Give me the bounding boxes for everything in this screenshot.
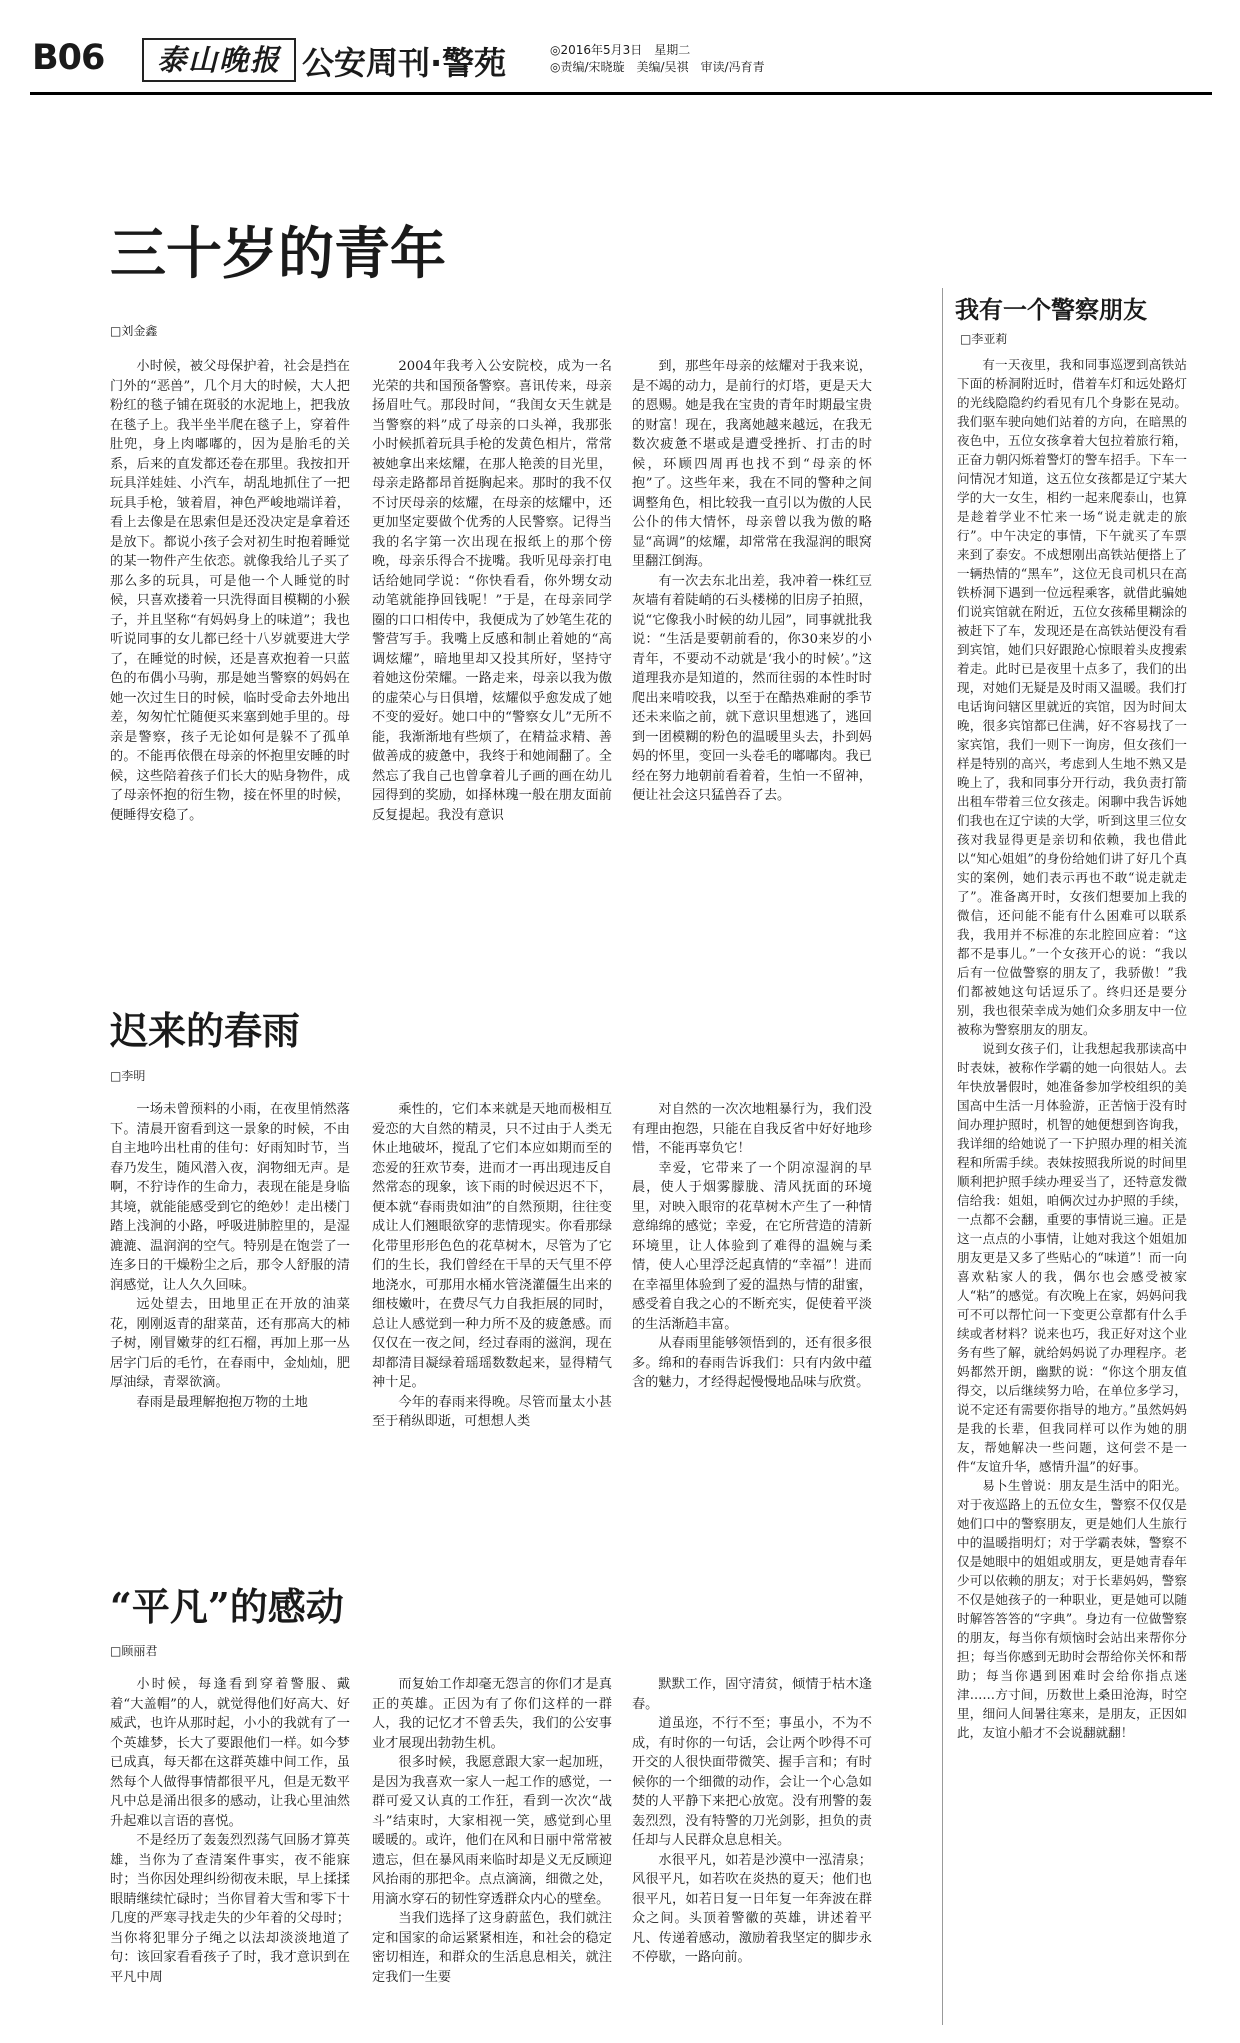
article4-col1 <box>957 355 1187 2025</box>
article3-title: “平凡”的感动 <box>110 1584 344 1629</box>
staff-line: ◎责编/宋晓璇 美编/吴祺 审读/冯育青 <box>550 60 765 74</box>
paragraph: 很多时候，我愿意跟大家一起加班，是因为我喜欢一家人一起工作的感觉，一群可爱又认真的工作狂，看到一次次“战斗”结束时，大家相视一笑，感觉到心里暖暖的。或许，他们在风和日丽中常常被遗忘，但在暴风雨来临时却是义无反顾迎风抬雨的那把伞。点点滴滴，细微之处，用滴水穿石的韧性穿透群众内心的壁垒。 <box>372 1755 612 1907</box>
paragraph: 到，那些年母亲的炫耀对于我来说，是不竭的动力，是前行的灯塔，更是天大的恩赐。她是我在宝贵的青年时期最宝贵的财富！现在，我离她越来越远，在我无数次疲惫不堪或是遭受挫折、打击的时候，环顾四周再也找不到“母亲的怀抱”了。这些年来，我在不同的警种之间调整角色，相比较我一直引以为傲的人民公仆的伟大情怀，母亲曾以我为傲的略显“高调”的炫耀，却常常在我湿润的眼窝里翻江倒海。 <box>632 359 872 569</box>
article2-col2 <box>372 1100 612 1500</box>
paragraph: 当我们选择了这身蔚蓝色，我们就注定和国家的命运紧紧相连，和社会的稳定密切相连，和群众的生活息息相关，就注定我们一生要 <box>372 1911 612 1985</box>
paragraph: 而复始工作却毫无怨言的你们才是真正的英雄。正因为有了你们这样的一群人，我的记忆才不曾丢失，我们的公安事业才展现出勃勃生机。 <box>372 1677 612 1751</box>
paragraph: 对自然的一次次地粗暴行为，我们没有理由抱怨，只能在自我反省中好好地珍惜，不能再辜负它！ <box>632 1102 872 1156</box>
paragraph: 有一次去东北出差，我冲着一株红豆灰墙有着陡峭的石头楼梯的旧房子拍照，说“它像我小时候的幼儿园”，同事就批我说：“生活是要朝前看的，你30来岁的小青年，不要动不动就是‘我小的时候’。”这道理我亦是知道的，然而往弱的本性时时爬出来啃咬我，以至于在酷热难耐的季节还未来临之前，就下意识里想逃了，逃回到一团模糊的粉色的温暖里头去，扑到妈妈的怀里，变回一头卷毛的嘟嘟肉。我已经在努力地朝前看着着，生怕一不留神，便让社会这只猛兽吞了去。 <box>632 573 872 803</box>
section-title: 公安周刊·警苑 <box>302 44 507 82</box>
paragraph: 从春雨里能够领悟到的，还有很多很多。绵和的春雨告诉我们：只有内敛中蕴含的魅力，才经得起慢慢地品味与欣赏。 <box>632 1336 872 1390</box>
paragraph: 小时候，被父母保护着，社会是挡在门外的“恶兽”，几个月大的时候，大人把粉红的毯子铺在斑驳的水泥地上，把我放在毯子上。我半坐半爬在毯子上，穿着件肚兜，身上肉嘟嘟的，因为是胎毛的关系，后来的直发都还卷在那里。我按扣开玩具洋娃娃、小汽车，胡乱地抓住了一把玩具手枪，皱着眉，神色严峻地端详着，看上去像是在思索但是还没决定是拿着还是放下。都说小孩子会对初生时抱着睡觉的某一物件产生依恋。就像我给儿子买了那么多的玩具，可是他一个人睡觉的时候，只喜欢搂着一只洗得面目模糊的小猴子，并且坚称“有妈妈身上的味道”；我也听说同事的女儿都已经十八岁就要进大学了，在睡觉的时候，还是喜欢抱着一只蓝色的布偶小马驹，那是她当警察的妈妈在她一次过生日的时候，临时受命去外地出差，匆匆忙忙随便买来塞到她手里的。母亲是警察，孩子无论如何是躲不了孤单的。不能再依偎在母亲的怀抱里安睡的时候，这些陪着孩子们长大的贴身物件，成了母亲怀抱的衍生物，接在怀里的时候，便睡得安稳了。 <box>110 359 350 823</box>
paragraph: 说到女孩子们，让我想起我那读高中时表妹，被称作学霸的她一向很姑人。去年快放暑假时，她准备参加学校组织的美国高中生活一月体验游，正苦恼于没有时间办理护照时，机智的她便想到咨询我，我详细的给她说了一下护照办理的相关流程和所需手续。表妹按照我所说的时间里顺利把护照手续办理妥当了，还特意发微信给我：姐姐，咱俩次过办护照的手续，一点都不会翻，重要的事情说三遍。正是这一点点的小事情，让她对我这个姐姐加朋友更是又多了些贴心的“味道”！而一向喜欢粘家人的我，偶尔也会感受被家人“粘”的感觉。有次晚上在家，妈妈问我可不可以帮忙问一下变更公章都有什么手续或者材料？说来也巧，我正好对这个业务有些了解，就给妈妈说了办理程序。老妈都然开朗，幽默的说：“你这个朋友值得交，以后继续努力哈，在单位多学习，说不定还有需要你指导的地方。”虽然妈妈是我的长辈，但我同样可以作为她的朋友，帮她解决一些问题，这何尝不是一件“友谊升华，感情升温”的好事。 <box>957 1041 1187 1474</box>
article2-col1 <box>110 1100 350 1500</box>
paragraph: 一场未曾预料的小雨，在夜里悄然落下。清晨开窗看到这一景象的时候，不由自主地吟出杜甫的佳句：好雨知时节，当春乃发生，随风潜入夜，润物细无声。是啊，不狞诗作的生命力，表现在能是身临其境，就能能感受到它的绝妙！走出楼门踏上浅涧的小路，呼吸进肺腔里的，是湿漉漉、温润润的空气。特别是在饱尝了一连多日的干燥粉尘之后，那令人舒服的清润感觉，让人久久回味。 <box>110 1102 350 1293</box>
masthead-rule <box>30 92 1212 95</box>
paragraph: 有一天夜里，我和同事巡逻到高铁站下面的桥洞附近时，借着车灯和远处路灯的光线隐隐约约看见有几个身影在晃动。我们驱车驶向她们站着的方向，在暗黑的夜色中，五位女孩拿着大包拉着旅行箱，正奋力朝闪烁着警灯的警车招手。下车一问情况才知道，这五位女孩都是辽宁某大学的大一女生，相约一起来爬泰山，也算是趁着学业不忙来一场“说走就走的旅行”。中午决定的事情，下午就买了车票来到了泰安。不成想刚出高铁站便搭上了一辆热情的“黑车”，这位无良司机只在高铁桥洞下遇到一位远程乘客，就借此骗她们说宾馆就在附近，五位女孩稀里糊涂的被赶下了车，发现还是在高铁站便没有看到宾馆，她们只好跟跄心惊眼着头皮搜索着走。此时已是夜里十点多了，我们的出现，对她们无疑是及时雨又温暖。我们打电话询问辖区里就近的宾馆，因为时间太晚，很多宾馆都已住满，好不容易找了一家宾馆，我们一则下一询房，但女孩们一样是特别的高兴，考虑到人生地不熟又是晚上了，我和同事分开行动，我负责打箭出租车带着三位女孩走。闲聊中我告诉她们我也在辽宁读的大学，听到这里三位女孩对我显得更是亲切和依赖，我也借此以“知心姐姐”的身份给她们讲了好几个真实的案例，她们表示再也不敢“说走就走了”。准备离开时，女孩们想要加上我的微信，还问能不能有什么困难可以联系我，我用并不标准的东北腔回应着：“这都不是事儿。”一个女孩开心的说：“我以后有一位做警察的朋友了，我骄傲！”我们都被她这句话逗乐了。终归还是要分别，我也很荣幸成为她们众多朋友中一位被称为警察朋友的朋友。 <box>957 357 1187 1037</box>
article4-byline: □李亚莉 <box>960 332 1008 346</box>
article3-col3 <box>632 1675 872 2030</box>
masthead-info <box>550 42 765 76</box>
paragraph: 乘性的，它们本来就是天地而极相互爱恋的大自然的精灵，只不过由于人类无休止地破坏，搅乱了它们本应如期而至的恋爱的狂欢节奏，进而才一再出现违反自然常态的现象，该下雨的时候迟迟不下，便本就“春雨贵如油”的自然预期，往往变成让人们翘眼欲穿的悲情现实。你看那绿化带里形形色色的花草树木，尽管为了它们的生长，我们曾经在干旱的天气里不停地浇水，可那用水桶水管浇灌僵生出来的细枝嫩叶，在费尽气力自我拒展的同时，总让人感觉到一种力所不及的疲惫感。而仅仅在一夜之间，经过春雨的滋润，现在却都清目凝绿着瑶瑶数数起来，显得精气神十足。 <box>372 1102 612 1390</box>
paragraph: 幸爱，它带来了一个阴凉湿润的早晨，使人于烟雾朦胧、清风抚面的环境里，对映入眼帘的花草树木产生了一种情意绵绵的感觉；幸爱，在它所营造的清新环境里，让人体验到了难得的温婉与柔情，使人心里浮泛起真情的“幸福”！进而在幸福里体验到了爱的温热与情的甜蜜，感受着自我之心的不断充实，促使着平淡的生活渐趋丰富。 <box>632 1160 872 1332</box>
date-line: ◎2016年5月3日 星期二 <box>550 43 691 57</box>
paragraph: 易卜生曾说：朋友是生活中的阳光。对于夜巡路上的五位女生，警察不仅仅是她们口中的警察朋友，更是她们人生旅行中的温暖指明灯；对于学霸表妹，警察不仅是她眼中的姐姐或朋友，更是她青春年少可以依赖的朋友；对于长辈妈妈，警察不仅是她孩子的一种职业，更是她可以随时解答答答的“字典”。身边有一位做警察的朋友，每当你有烦恼时会站出来帮你分担；每当你感到无助时会帮给你关怀和帮助；每当你遇到困难时会给你指点迷津……方寸间，历数世上桑田沧海，时空里，细问人间暑往寒来，是朋友，正因如此，友谊小船才不会说翻就翻！ <box>957 1478 1187 1740</box>
article1-title: 三十岁的青年 <box>110 221 446 287</box>
article3-byline: □顾丽君 <box>110 1644 158 1658</box>
article3-col2 <box>372 1675 612 2030</box>
article3-col1 <box>110 1675 350 2030</box>
article2-title: 迟来的春雨 <box>110 1008 301 1053</box>
paragraph: 远处望去，田地里正在开放的油菜花，刚刚返青的甜菜苗，还有那高大的柿子树，刚冒嫩芽的红石榴，再加上那一丛居字门后的毛竹，在春雨中，金灿灿，肥厚油绿，青翠欲滴。 <box>110 1297 350 1390</box>
paragraph: 默默工作，固守清贫，倾情于枯木逢春。 <box>632 1677 872 1712</box>
page-code: B06 <box>32 38 105 78</box>
article1-col3 <box>632 357 872 912</box>
paragraph: 春雨是最理解抱抱万物的土地 <box>136 1394 308 1410</box>
article1-byline: □刘金鑫 <box>110 324 158 338</box>
article2-col3 <box>632 1100 872 1500</box>
paragraph: 2004年我考入公安院校，成为一名光荣的共和国预备警察。喜讯传来，母亲扬眉吐气。那段时间，“我闺女天生就是当警察的料”成了母亲的口头禅，我那张小时候抓着玩具手枪的发黄色相片，常常被她拿出来炫耀，在那人艳羡的目光里，母亲走路都昂首挺胸起来。那时的我不仅不讨厌母亲的炫耀，在母亲的炫耀中，还更加坚定要做个优秀的人民警察。记得当我的名字第一次出现在报纸上的那个傍晚，母亲乐得合不拢嘴。我听见母亲打电话给她同学说：“你快看看，你外甥女动动笔就能挣回钱呢！”于是，在母亲同学圈的口口相传中，我便成为了妙笔生花的警营写手。我嘴上反感和制止着她的“高调炫耀”，暗地里却又投其所好，坚持守着她这份荣耀。一路走来，母亲以我为傲的虚荣心与日俱增，炫耀似乎愈发成了她不变的爱好。她口中的“警察女儿”无所不能，我渐渐地有些烦了，在精益求精、善做善成的疲惫中，我终于和她闹翻了。全然忘了我自己也曾拿着儿子画的画在幼儿园得到的奖励，如择林瑰一般在朋友面前反复提起。我没有意识 <box>372 359 612 823</box>
article1-col1 <box>110 357 350 912</box>
paragraph: 小时候，每逢看到穿着警服、戴着“大盖帽”的人，就觉得他们好高大、好威武，也许从那时起，小小的我就有了一个英雄梦，长大了要跟他们一样。如今梦已成真，每天都在这群英雄中间工作，虽然每个人做得事情都很平凡，但是无数平凡中总是涌出很多的感动，让我心里油然升起难以言语的喜悦。 <box>110 1677 350 1829</box>
column-divider <box>942 288 943 2025</box>
article2-byline: □李明 <box>110 1069 146 1083</box>
masthead <box>30 30 1210 84</box>
paragraph: 道虽迩，不行不至；事虽小，不为不成，有时你的一句话，会让两个吵得不可开交的人很快面带微笑、握手言和；有时候你的一个细微的动作，会让一个心急如焚的人平静下来把心放宽。没有刑警的轰轰烈烈，没有特警的刀光剑影，担负的责任却与人民群众息息相关。 <box>632 1716 872 1848</box>
paragraph: 不是经历了轰轰烈烈荡气回肠才算英雄，当你为了查清案件事实，夜不能寐时；当你因处理纠纷彻夜未眠，早上揉揉眼睛继续忙碌时；当你冒着大雪和零下十几度的严寒寻找走失的少年着的父母时；当你将犯罪分子绳之以法却淡淡地道了句：该回家看看孩子了时，我才意识到在平凡中周 <box>110 1833 350 1985</box>
paragraph: 水很平凡，如若是沙漠中一泓清泉；风很平凡，如若吹在炎热的夏天；他们也很平凡，如若日复一日年复一年奔波在群众之间。头顶着警徽的英雄，讲述着平凡、传递着感动，激励着我坚定的脚步永不停歇，一路向前。 <box>632 1852 872 1965</box>
paragraph: 今年的春雨来得晚。尽管而量太小甚至于稍纵即逝，可想想人类 <box>372 1394 612 1429</box>
article1-col2 <box>372 357 612 912</box>
article4-title: 我有一个警察朋友 <box>955 295 1147 324</box>
newspaper-logo: 泰山晚报 <box>142 38 296 82</box>
